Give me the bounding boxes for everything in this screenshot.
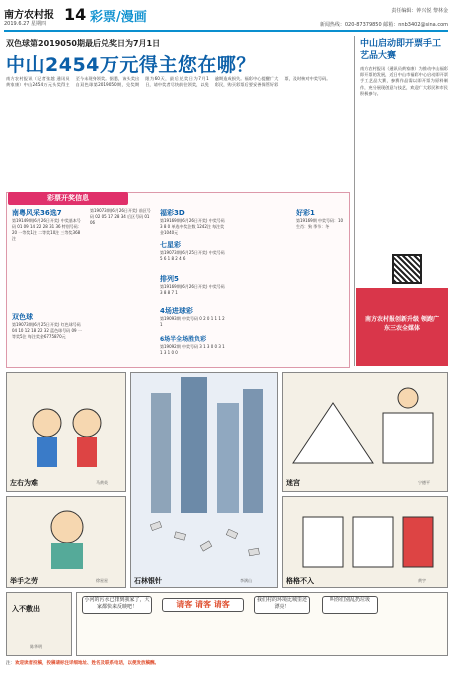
column-divider [354, 36, 355, 366]
article-kicker: 双色球第2019050期最后兑奖日为7月1日 [6, 39, 161, 48]
lottery-block-text: 第19149期(6月26日开奖) 中奖基本号码 01 09 14 22 28 31 36 特别号码：20 一等奖1注 二等奖10注 三等奖368注 [12, 218, 82, 241]
cartoon-caption: 格格不入 [286, 577, 314, 585]
cartoon-credit: 徐星星 [96, 578, 108, 583]
cartoon-caption: 举手之劳 [10, 577, 38, 585]
cartoon-panel [282, 372, 448, 492]
cartoon-illustration [283, 373, 447, 477]
lottery-block-title: 福彩3D [160, 209, 185, 217]
lottery-block-text: 第19092期 中奖号码 3 1 3 0 0 3 1 1 3 1 0 0 [160, 344, 225, 355]
page-number: 14 [64, 5, 87, 24]
article-headline: 中山2454万元得主您在哪？ [6, 54, 256, 76]
article-body: 南方农村报讯（记者张越 通讯员黄家康）中山2454万元头奖得主至今未现身领奖。据悉，该头奖出自双色球第2019050期，兑奖期限为60天，最后兑奖日为7月1日，请中奖者尽快前往领奖，以免逾期造成损失。福彩中心提醒广大彩民，购买彩票后要妥善保管好彩票，及时核对中奖号码。 [6, 76, 331, 88]
cartoon-illustration [7, 497, 125, 573]
cartoon-illustration [283, 497, 447, 573]
cartoon-caption: 入不敷出 [12, 605, 40, 613]
qr-code [392, 254, 422, 284]
lottery-block-text: 第19093期 中奖号码 0 2 0 1 1 1 2 1 [160, 316, 225, 327]
lottery-block-text: 第19169期(6月26日开奖) 中奖号码 3 8 8 7 1 [160, 284, 225, 295]
lottery-block-title: 南粤风采36选7 [12, 209, 62, 217]
promo-ad-text: 南方农村报创新升级 领跑广东三农全媒体 [364, 316, 440, 332]
sidebar-body: 南方农村报讯（通讯员黄家康）为推动中山福彩即开票的发展，近日中山市福彩中心启动即开票手工艺品大赛，参赛作品需以即开票为原料制作，充分展现创意与技艺，欢迎广大彩民和市民积极参与。 [360, 66, 448, 96]
speech-bubble: 请客 请客 请客 [162, 598, 244, 612]
lottery-block-text: 第19169期(6月26日开奖) 中奖号码 3 8 0 单选中奖注数 1242注 每注奖金1040元 [160, 218, 225, 235]
cartoon-illustration [131, 373, 277, 573]
lottery-title: 彩票开奖信息 [8, 192, 128, 205]
speech-bubble: 小河的污水已排到我家了，大家都快来反映吧！ [82, 596, 152, 614]
cartoon-caption: 迷宫 [286, 479, 300, 487]
cartoon-panel [130, 372, 278, 588]
cartoon-credit: 宁德平 [418, 480, 430, 485]
cartoon-illustration [7, 373, 125, 473]
lottery-block-title: 6场半全场胜负彩 [160, 336, 207, 343]
cartoon-credit: 陈华明 [30, 644, 42, 649]
lottery-block-title: 排列5 [160, 275, 179, 283]
cartoon-credit: 李满山 [240, 578, 252, 583]
lottery-block-text: 第19169期 中奖号码：10 生肖：狗 季节：冬 [296, 218, 344, 229]
editor-line: 责任编辑：钟兴悦 黎林金 [391, 8, 448, 14]
issue-date: 2019.6.27 星期四 [4, 21, 47, 27]
speech-bubble: 叫你们别乱扔垃圾 [322, 596, 378, 614]
cartoon-caption: 石林银针 [134, 577, 162, 585]
contact-line: 新闻热线：020-87379850 邮箱：nnb3402@sina.com [319, 22, 448, 28]
lottery-block-text: 第19073期(6月25日开奖) 红色球号码 04 10 12 18 22 32 蓝色球号码 09 一等奖5注 每注奖金6775870元 [12, 322, 82, 339]
cartoon-caption: 左右为难 [10, 479, 38, 487]
newspaper-name: 南方农村报 [4, 10, 54, 21]
lottery-block-title: 好彩1 [296, 209, 315, 217]
cartoon-credit: 黄宇 [418, 578, 426, 583]
lottery-block-text: 第19073期(6月26日开奖) 前区号码 02 05 17 28 34 后区号码 01 06 [90, 208, 151, 225]
section-title: 彩票/漫画 [90, 10, 147, 25]
masthead [4, 4, 448, 32]
cartoon-credit: 马黄英 [96, 480, 108, 485]
cartoon-panel [282, 496, 448, 588]
lottery-block-text: 第19073期(6月25日开奖) 中奖号码 5 6 1 8 2 4 6 [160, 250, 225, 261]
cartoon-panel [6, 496, 126, 588]
lottery-block-title: 双色球 [12, 313, 33, 321]
speech-bubble: 我们村的环境比城里还漂亮！ [254, 596, 310, 614]
lottery-block-title: 七星彩 [160, 241, 181, 249]
footer-note: 注：欢迎读者投稿，投稿请标注详细地址、姓名及联系电话，以便发放稿酬。 [6, 661, 159, 666]
sidebar-headline: 中山启动即开票手工艺品大赛 [360, 39, 442, 61]
lottery-block-title: 4场进球彩 [160, 307, 193, 315]
cartoon-panel [6, 372, 126, 492]
